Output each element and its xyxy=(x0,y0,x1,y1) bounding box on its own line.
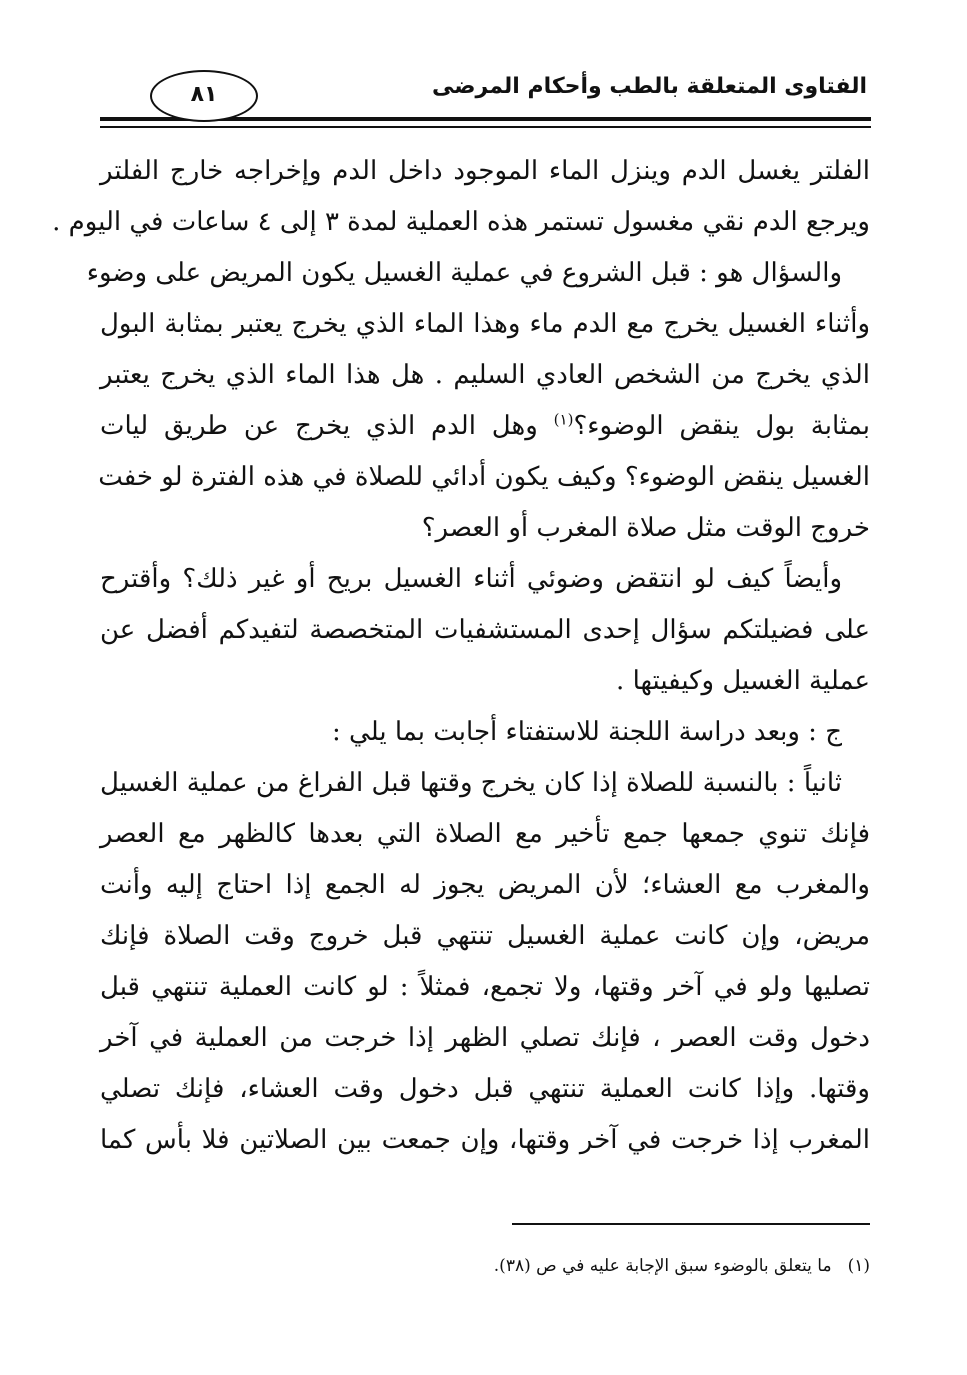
text-line: وأيضاً كيف لو انتقض وضوئي أثناء الغسيل بريح أو غير ذلك؟ وأقترح xyxy=(100,564,842,594)
footnote-text: ما يتعلق بالوضوء سبق الإجابة عليه في ص (٣٨). xyxy=(493,1256,832,1276)
text-line: ثانياً : بالنسبة للصلاة إذا كان يخرج وقتها قبل الفراغ من عملية الغسيل xyxy=(100,768,842,798)
footnote-divider xyxy=(512,1223,870,1225)
footnote-number: (١) xyxy=(847,1256,870,1276)
text-line: والسؤال هو : قبل الشروع في عملية الغسيل يكون المريض على وضوء xyxy=(86,258,842,288)
text-line: ويرجع الدم نقي مغسول تستمر هذه العملية لمدة ٣ إلى ٤ ساعات في اليوم . xyxy=(52,207,870,237)
text-line: والمغرب مع العشاء؛ لأن المريض يجوز له الجمع إذا احتاج إليه وأنت xyxy=(100,870,870,900)
text-line: المغرب إذا خرجت في آخر وقتها، وإن جمعت بين الصلاتين فلا بأس كما xyxy=(100,1125,870,1155)
text-line: تصليها ولو في آخر وقتها، ولا تجمع، فمثلاً : لو كانت العملية تنتهي قبل xyxy=(100,972,870,1002)
text-line: وقتها. وإذا كانت العملية تنتهي قبل دخول وقت العشاء، فإنك تصلي xyxy=(100,1074,870,1104)
text-line: مريض، وإن كانت عملية الغسيل تنتهي قبل خروج وقت الصلاة فإنك xyxy=(100,921,870,951)
text-segment: بمثابة بول ينقض الوضوء؟ xyxy=(573,411,871,441)
text-line: خروج الوقت مثل صلاة المغرب أو العصر؟ xyxy=(421,513,870,543)
text-line: على فضيلتكم سؤال إحدى المستشفيات المتخصصة لتفيدكم أفضل عن xyxy=(100,615,870,645)
page-number: ٨١ xyxy=(150,70,258,122)
header-divider-thin xyxy=(100,126,871,128)
footnote-marker: (١) xyxy=(553,410,574,429)
text-line: الفلتر يغسل الدم وينزل الماء الموجود داخل الدم وإخراجه خارج الفلتر xyxy=(100,156,870,186)
text-line: فإنك تنوي جمعها جمع تأخير مع الصلاة التي بعدها كالظهر مع العصر xyxy=(100,819,870,849)
text-line: الغسيل ينقض الوضوء؟ وكيف يكون أدائي للصلاة في هذه الفترة لو خفت xyxy=(98,462,870,492)
text-line: دخول وقت العصر ، فإنك تصلي الظهر إذا خرجت من العملية في آخر xyxy=(100,1023,870,1053)
text-line: الذي يخرج من الشخص العادي السليم . هل هذا الماء الذي يخرج يعتبر xyxy=(100,360,870,390)
text-line: عملية الغسيل وكيفيتها . xyxy=(616,666,870,696)
text-line: وأثناء الغسيل يخرج مع الدم ماء وهذا الماء الذي يخرج يعتبر بمثابة البول xyxy=(100,309,870,339)
footnote xyxy=(494,1256,870,1276)
running-header-title: الفتاوى المتعلقة بالطب وأحكام المرضى xyxy=(432,74,867,99)
answer-heading: ج : وبعد دراسة اللجنة للاستفتاء أجابت بما يلي : xyxy=(332,717,842,747)
text-line-with-footnote xyxy=(100,401,870,452)
text-segment: وهل الدم الذي يخرج عن طريق ليات xyxy=(100,411,538,441)
main-text xyxy=(52,146,871,1166)
